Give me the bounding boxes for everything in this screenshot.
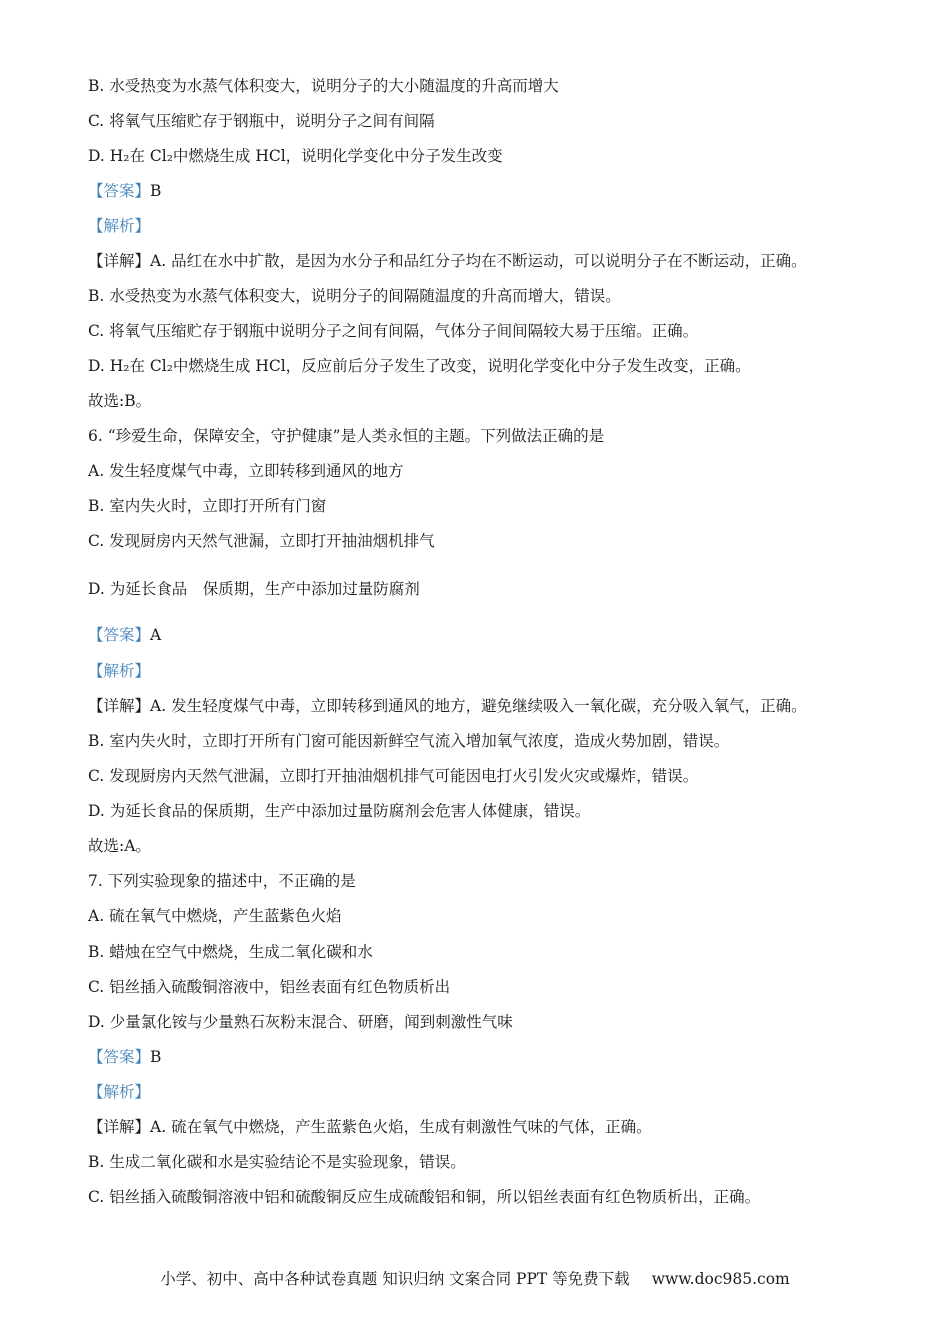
q5-explain-d: D. H₂在 Cl₂中燃烧生成 HCl，反应前后分子发生了改变，说明化学变化中分子发生改变，正确。 — [88, 357, 751, 375]
page-footer — [0, 1268, 950, 1290]
q6-explain-c: C. 发现厨房内天然气泄漏，立即打开抽油烟机排气可能因电打火引发火灾或爆炸，错误。 — [88, 767, 699, 785]
q5-explain-b: B. 水受热变为水蒸气体积变大，说明分子的间隔随温度的升高而增大，错误。 — [88, 287, 621, 305]
q6-explain-d: D. 为延长食品的保质期，生产中添加过量防腐剂会危害人体健康，错误。 — [88, 802, 591, 820]
q7-stem: 7. 下列实验现象的描述中，不正确的是 — [88, 872, 356, 890]
q6-stem: 6. “珍爱生命，保障安全，守护健康”是人类永恒的主题。下列做法正确的是 — [88, 427, 605, 445]
q5-explain-a: 【详解】A. 品红在水中扩散，是因为水分子和品红分子均在不断运动，可以说明分子在不断运动，正确。 — [88, 252, 807, 270]
q5-option-b: B. 水受热变为水蒸气体积变大，说明分子的大小随温度的升高而增大 — [88, 77, 559, 95]
q7-answer: 【答案】B — [88, 1048, 162, 1066]
q5-option-c: C. 将氧气压缩贮存于钢瓶中，说明分子之间有间隔 — [88, 112, 435, 130]
q7-explain-a: 【详解】A. 硫在氧气中燃烧，产生蓝紫色火焰，生成有刺激性气味的气体，正确。 — [88, 1118, 652, 1136]
q7-option-a: A. 硫在氧气中燃烧，产生蓝紫色火焰 — [88, 907, 342, 925]
q5-analysis-heading: 【解析】 — [88, 217, 151, 235]
q5-option-d: D. H₂在 Cl₂中燃烧生成 HCl，说明化学变化中分子发生改变 — [88, 147, 503, 165]
q6-analysis-heading: 【解析】 — [88, 662, 151, 680]
q7-option-d: D. 少量氯化铵与少量熟石灰粉末混合、研磨，闻到刺激性气味 — [88, 1013, 513, 1031]
q7-explain-c: C. 铝丝插入硫酸铜溶液中铝和硫酸铜反应生成硫酸铝和铜，所以铝丝表面有红色物质析出，正确。 — [88, 1188, 761, 1206]
footer-site-link[interactable]: www.doc985.com — [651, 1270, 790, 1288]
q7-explain-b: B. 生成二氧化碳和水是实验结论不是实验现象，错误。 — [88, 1153, 466, 1171]
q6-option-a: A. 发生轻度煤气中毒，立即转移到通风的地方 — [88, 462, 404, 480]
q5-explain-c: C. 将氧气压缩贮存于钢瓶中说明分子之间有间隔，气体分子间间隔较大易于压缩。正确。 — [88, 322, 699, 340]
q7-option-c: C. 铝丝插入硫酸铜溶液中，铝丝表面有红色物质析出 — [88, 978, 451, 996]
footer-text: 小学、初中、高中各种试卷真题 知识归纳 文案合同 PPT 等免费下载 — [160, 1270, 630, 1288]
q6-selection: 故选:A。 — [88, 837, 151, 855]
q6-option-d: D. 为延长食品 保质期，生产中添加过量防腐剂 — [88, 580, 420, 598]
q7-analysis-heading: 【解析】 — [88, 1083, 151, 1101]
q5-answer: 【答案】B — [88, 182, 162, 200]
q6-explain-b: B. 室内失火时，立即打开所有门窗可能因新鲜空气流入增加氧气浓度，造成火势加剧，错误。 — [88, 732, 730, 750]
q6-option-b: B. 室内失火时，立即打开所有门窗 — [88, 497, 327, 515]
q5-selection: 故选:B。 — [88, 392, 152, 410]
q7-option-b: B. 蜡烛在空气中燃烧，生成二氧化碳和水 — [88, 943, 373, 961]
q6-explain-a: 【详解】A. 发生轻度煤气中毒，立即转移到通风的地方，避免继续吸入一氧化碳，充分吸入氧气，正确。 — [88, 697, 807, 715]
q6-option-c: C. 发现厨房内天然气泄漏，立即打开抽油烟机排气 — [88, 532, 435, 550]
q6-answer: 【答案】A — [88, 626, 162, 644]
